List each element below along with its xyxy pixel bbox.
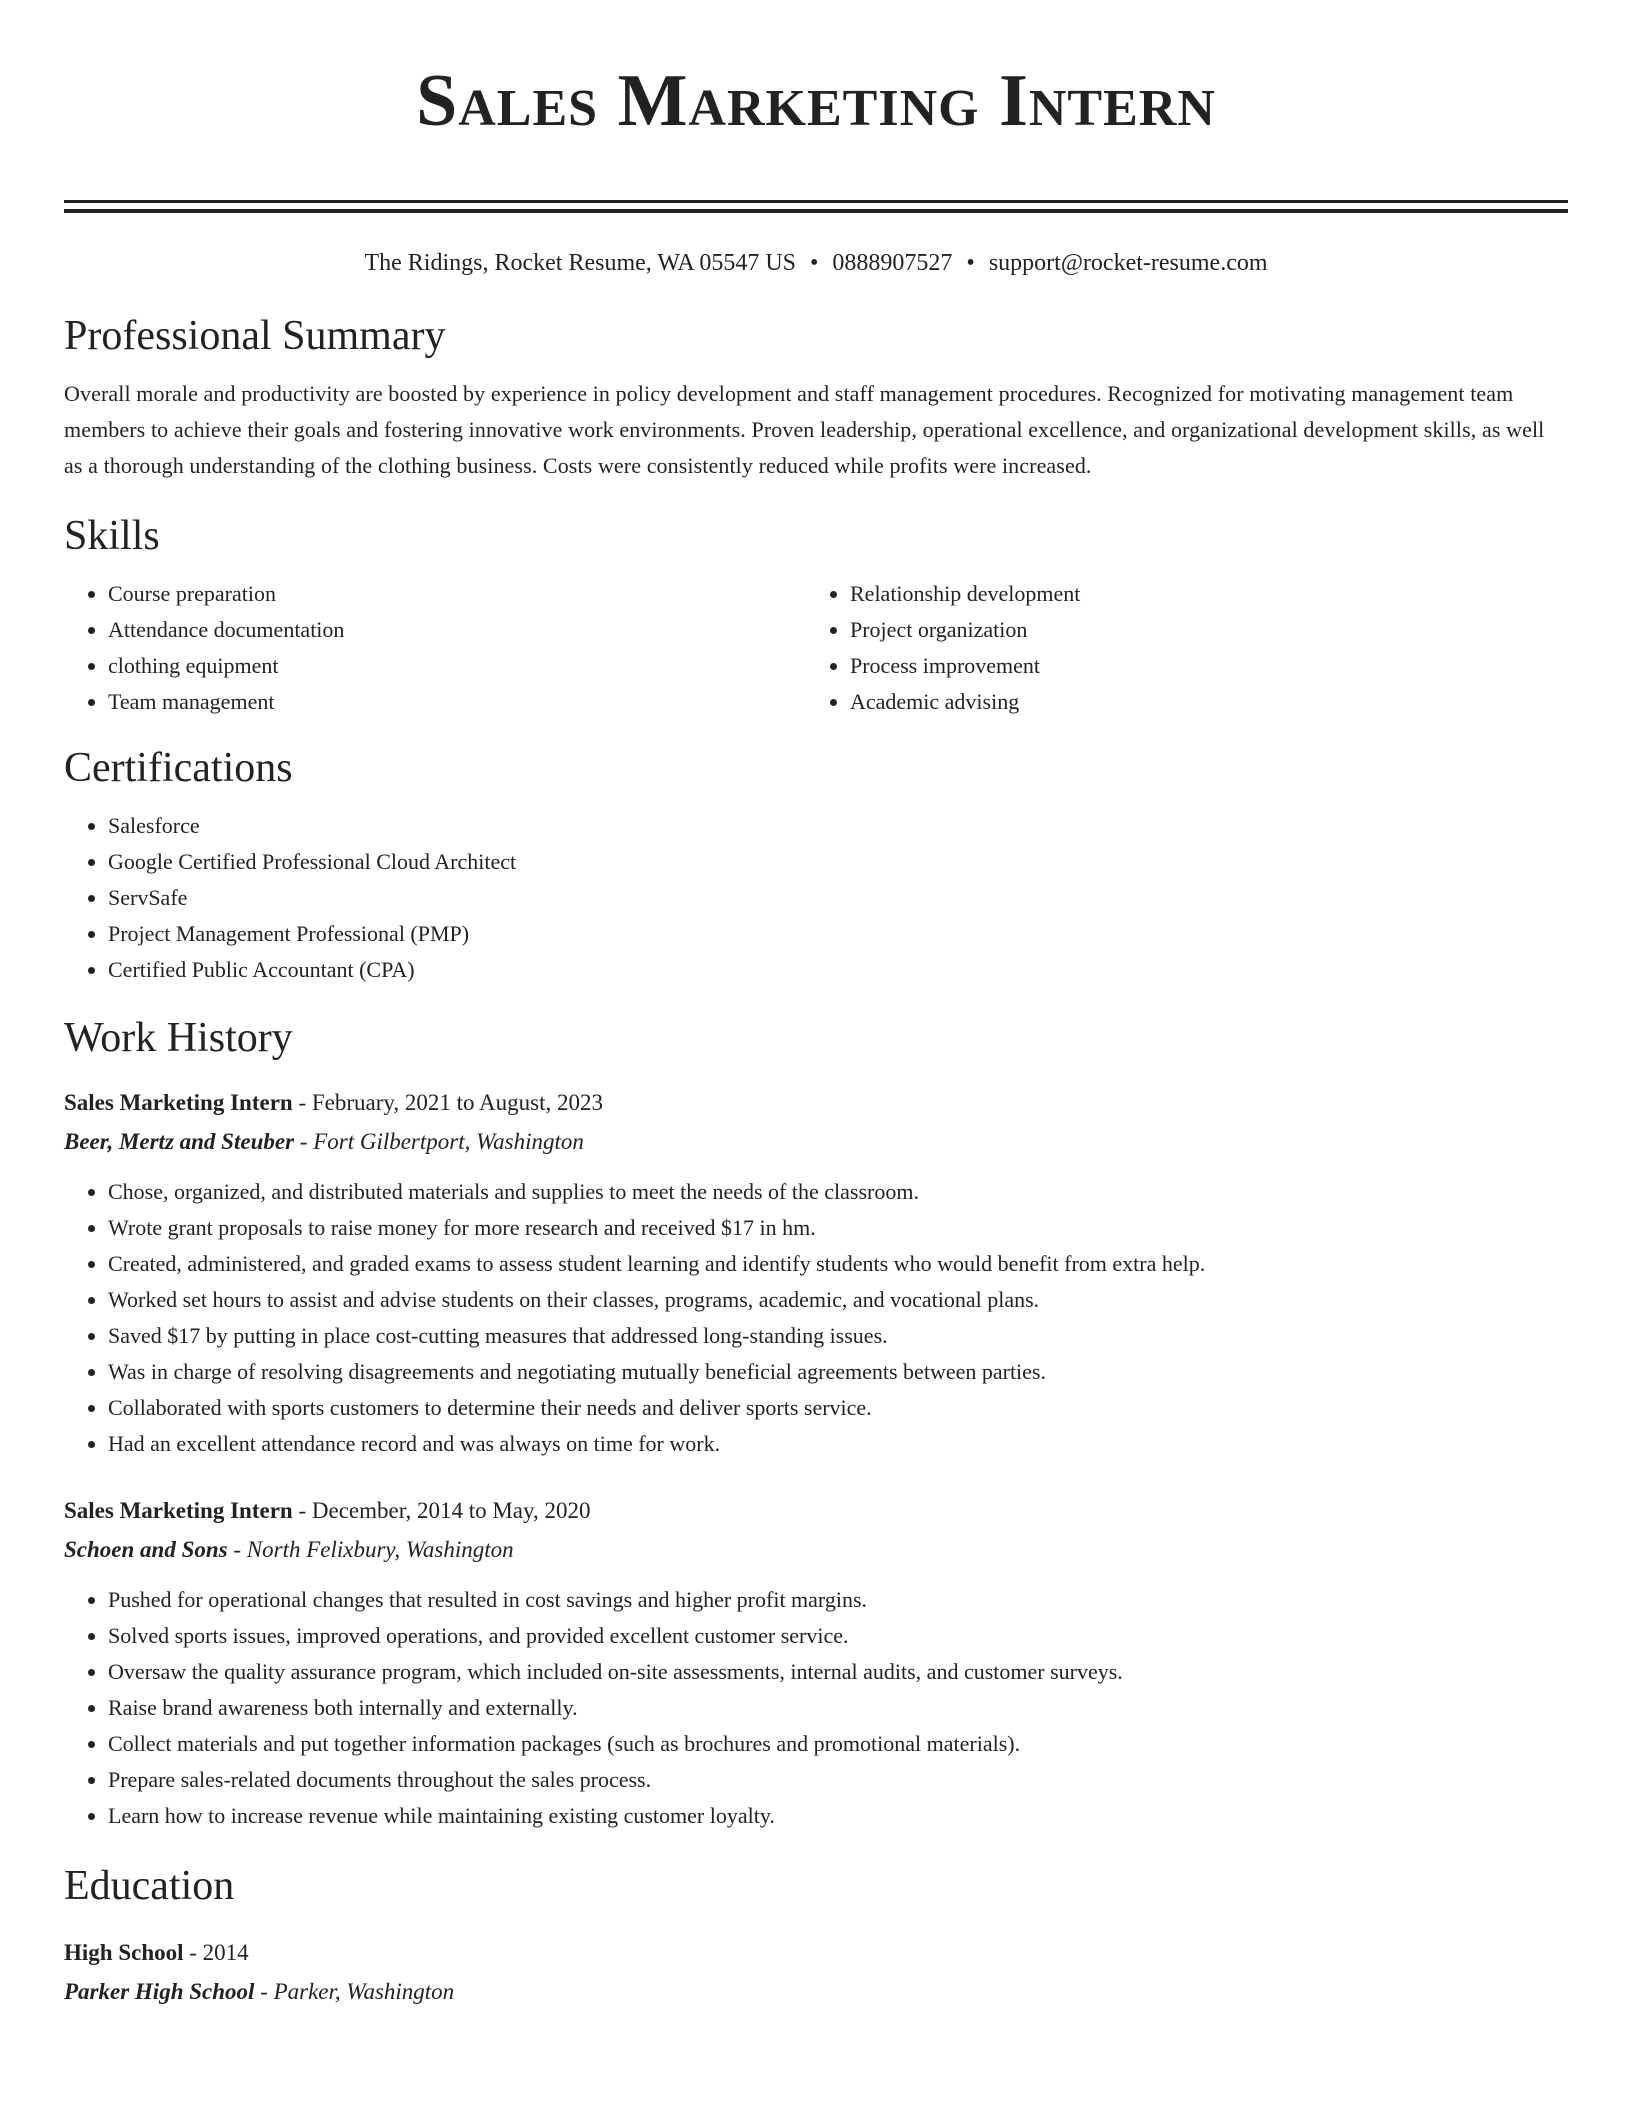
skill-item: • Project organization	[850, 612, 1548, 648]
certification-item: • Project Management Professional (PMP)	[108, 916, 1568, 952]
contact-phone: 0888907527	[832, 250, 953, 276]
job-employer	[64, 1122, 1568, 1162]
contact-line	[64, 248, 1568, 278]
header-rule-bottom	[64, 209, 1568, 213]
job-header	[64, 1084, 1568, 1122]
education-year: - 2014	[183, 1940, 249, 1965]
skill-item: • clothing equipment	[108, 648, 806, 684]
education-location: - Parker, Washington	[254, 1979, 455, 2004]
skills-column-left	[64, 576, 806, 720]
job-duty-item: • Chose, organized, and distributed materials and supplies to meet the needs of the classroom.	[108, 1174, 1568, 1210]
skill-item: • Attendance documentation	[108, 612, 806, 648]
job-duty-item: • Learn how to increase revenue while maintaining existing customer loyalty.	[108, 1798, 1568, 1834]
contact-email: support@rocket-resume.com	[988, 250, 1268, 276]
education-degree: High School	[64, 1940, 184, 1965]
job-duty-item: • Oversaw the quality assurance program, which included on-site assessments, internal audits, and customer surveys.	[108, 1654, 1568, 1690]
skill-item: • Course preparation	[108, 576, 806, 612]
job-title: Sales Marketing Intern	[64, 1498, 293, 1523]
job-duty-item: • Was in charge of resolving disagreements and negotiating mutually beneficial agreements between parties.	[108, 1354, 1568, 1390]
job-dates: - December, 2014 to May, 2020	[292, 1498, 591, 1523]
skill-item: • Team management	[108, 684, 806, 720]
job-duty-item: • Collect materials and put together information packages (such as brochures and promotional materials).	[108, 1726, 1568, 1762]
job-duty-item: • Collaborated with sports customers to determine their needs and deliver sports service.	[108, 1390, 1568, 1426]
job-duty-item: • Worked set hours to assist and advise students on their classes, programs, academic, and vocational plans.	[108, 1282, 1568, 1318]
contact-separator: •	[810, 250, 819, 276]
job-duty-item: • Prepare sales-related documents throughout the sales process.	[108, 1762, 1568, 1798]
education-heading: Education	[64, 1863, 235, 1909]
skill-item: • Relationship development	[850, 576, 1548, 612]
job-duty-item: • Solved sports issues, improved operations, and provided excellent customer service.	[108, 1618, 1568, 1654]
contact-separator: •	[966, 250, 975, 276]
skills-column-right	[806, 576, 1548, 720]
certification-item: • Certified Public Accountant (CPA)	[108, 952, 1568, 988]
job-dates: - February, 2021 to August, 2023	[292, 1090, 603, 1115]
summary-text: Overall morale and productivity are boosted by experience in policy development and staff management procedures. Recognized for motivating management team members to achieve their goals and fostering innovative work environments. Proven leadership, operational excellence, and organizational development skills, as well as a thorough understanding of the clothing business. Costs were consistently reduced while profits were increased.	[64, 381, 1545, 478]
work-history-heading: Work History	[64, 1015, 293, 1061]
job-duty-item: • Had an excellent attendance record and was always on time for work.	[108, 1426, 1568, 1462]
skill-item: • Academic advising	[850, 684, 1548, 720]
education-header	[64, 1934, 1568, 1972]
job-duty-item: • Pushed for operational changes that resulted in cost savings and higher profit margins.	[108, 1582, 1568, 1618]
job-duty-item: • Raise brand awareness both internally and externally.	[108, 1690, 1568, 1726]
job-employer	[64, 1530, 1568, 1570]
certification-item: • Salesforce	[108, 808, 1568, 844]
education-school: Parker High School	[64, 1979, 255, 2004]
job-title: Sales Marketing Intern	[64, 1090, 293, 1115]
skills-heading: Skills	[64, 513, 160, 559]
job-header	[64, 1492, 1568, 1530]
contact-address: The Ridings, Rocket Resume, WA 05547 US	[364, 250, 797, 276]
job-company: Schoen and Sons	[64, 1537, 228, 1562]
job-duties-list	[64, 1174, 1568, 1462]
job-duties-list	[64, 1582, 1568, 1834]
job-duty-item: • Created, administered, and graded exams to assess student learning and identify students who would benefit from extra help.	[108, 1246, 1568, 1282]
summary-heading: Professional Summary	[64, 313, 446, 359]
job-location: - Fort Gilbertport, Washington	[294, 1129, 584, 1154]
certification-item: • Google Certified Professional Cloud Architect	[108, 844, 1568, 880]
certifications-list	[64, 808, 1568, 988]
job-duty-item: • Wrote grant proposals to raise money for more research and received $17 in hm.	[108, 1210, 1568, 1246]
job-location: - North Felixbury, Washington	[227, 1537, 514, 1562]
resume-name: Sales Marketing Intern	[416, 60, 1216, 142]
certifications-heading: Certifications	[64, 745, 293, 791]
header-rule-top	[64, 200, 1568, 203]
job-duty-item: • Saved $17 by putting in place cost-cutting measures that addressed long-standing issues.	[108, 1318, 1568, 1354]
certification-item: • ServSafe	[108, 880, 1568, 916]
education-school-line	[64, 1972, 1568, 2012]
job-company: Beer, Mertz and Steuber	[64, 1129, 295, 1154]
skill-item: • Process improvement	[850, 648, 1548, 684]
skills-list	[64, 576, 1568, 720]
